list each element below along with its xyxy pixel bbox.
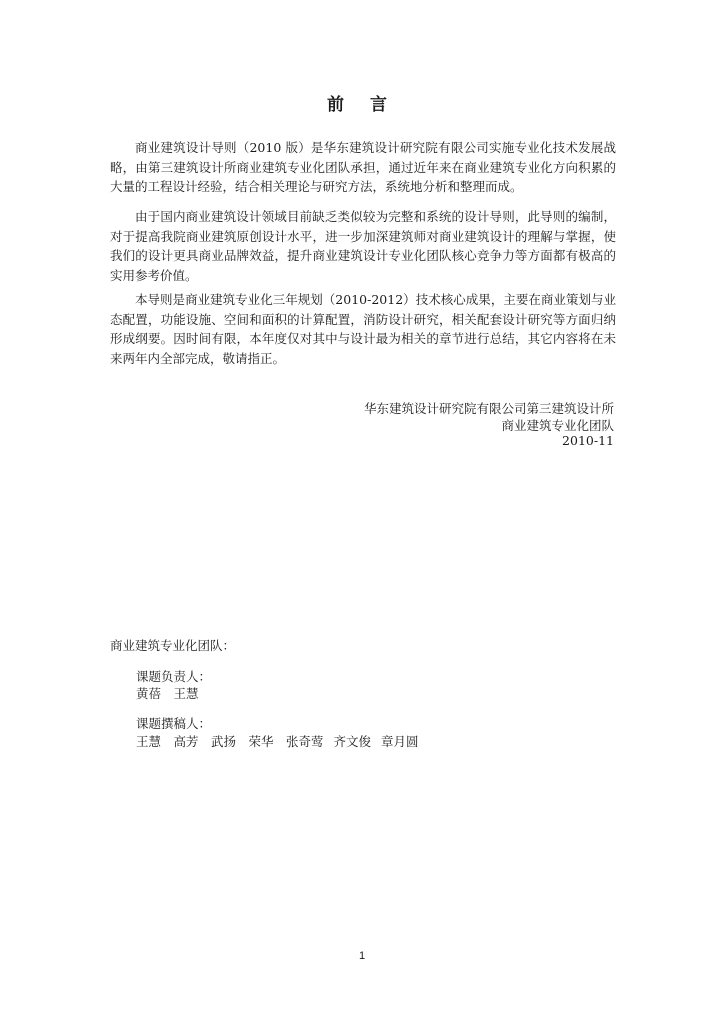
authors-label: 课题撰稿人： [136,716,212,731]
page-number: 1 [358,950,366,962]
page-title: 前 言 [327,95,397,115]
lead-label: 课题负责人： [136,669,212,684]
preface-paragraph-1: 商业建筑设计导则（2010 版）是华东建筑设计研究院有限公司实施专业化技术发展战略，由第三建筑设计所商业建筑专业化团队承担，通过近年来在商业建筑专业化方向积累的大量的工程设计经验，结合相关理论与研究方法，系统地分析和整理而成。 [110,140,616,194]
signature-org: 华东建筑设计研究院有限公司第三建筑设计所 [363,401,614,416]
preface-paragraph-2: 由于国内商业建筑设计领域目前缺乏类似较为完整和系统的设计导则，此导则的编制，对于提高我院商业建筑原创设计水平，进一步加深建筑师对商业建筑设计的理解与掌握，使我们的设计更具商业品牌效益，提升商业建筑设计专业化团队核心竞争力等方面都有极高的实用参考价值。 [110,209,616,283]
team-label: 商业建筑专业化团队： [110,638,236,653]
preface-paragraph-3: 本导则是商业建筑专业化三年规划（2010-2012）技术核心成果，主要在商业策划与业态配置，功能设施、空间和面积的计算配置，消防设计研究，相关配套设计研究等方面归纳形成纲要。因时间有限，本年度仅对其中与设计最为相关的章节进行总结，其它内容将在未来两年内全部完成，敬请指正。 [110,292,616,366]
lead-names: 黄蓓 王慧 [136,686,199,701]
signature-date: 2010-11 [562,433,614,448]
signature-team: 商业建筑专业化团队 [501,418,614,433]
authors-names: 王慧 高芳 武扬 荣华 张奇莺 齐文俊 章月圆 [136,734,419,749]
